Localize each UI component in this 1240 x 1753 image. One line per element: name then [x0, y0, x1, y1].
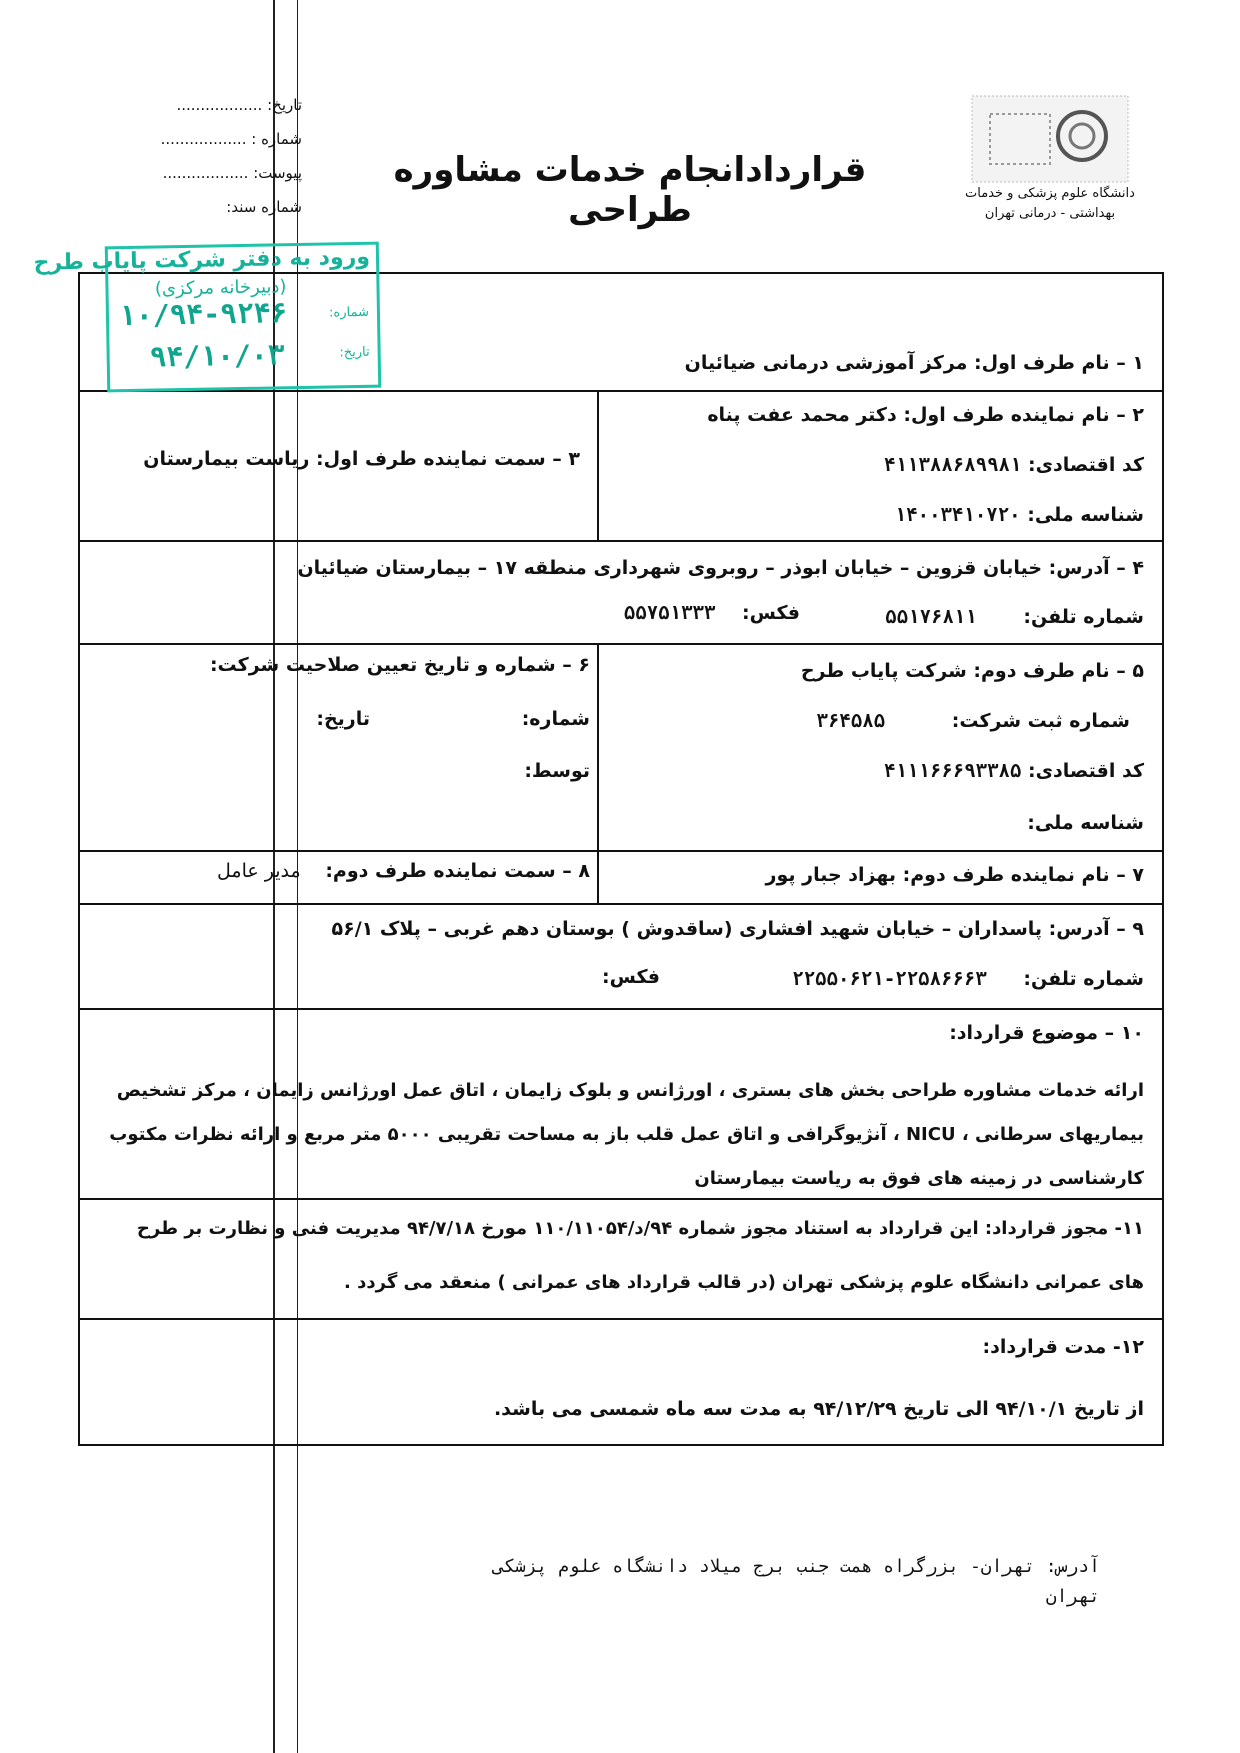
section-12-duration: از تاریخ ۹۴/۱۰/۱ الی تاریخ ۹۴/۱۲/۲۹ به مدت سه ماه شمسی می باشد.: [493, 1398, 1144, 1420]
section-4-fax-label: فکس:: [742, 602, 800, 624]
section-3-representative-title: ۳ – سمت نماینده طرف اول: ریاست بیمارستان: [143, 448, 580, 470]
section-2-economic-code: [884, 454, 1144, 476]
attachment-line: [163, 164, 302, 182]
received-stamp: [33, 242, 382, 393]
row-divider-7: [78, 1198, 1162, 1200]
section-4-address: ۴ – آدرس: خیابان قزوین – خیابان ابوذر – روبروی شهرداری منطقه ۱۷ – بیمارستان ضیائیان: [297, 557, 1144, 579]
section-8-label: ۸ – سمت نماینده طرف دوم:: [325, 860, 590, 882]
section-5-economic-code-label: کد اقتصادی:: [1028, 760, 1144, 782]
col-divider-a: [597, 390, 599, 540]
stamp-handwritten-date: ۹۴/۱۰/۰۳: [149, 338, 285, 374]
number-label: شماره :: [251, 130, 302, 148]
date-dots: ..................: [176, 96, 263, 114]
university-line-2: بهداشتی - درمانی تهران: [984, 206, 1116, 221]
section-5-second-party: ۵ – نام طرف دوم: شرکت پایاب طرح: [800, 660, 1144, 682]
university-line-1: دانشگاه علوم پزشکی و خدمات: [965, 186, 1135, 201]
stamp-number-label: شماره:: [328, 304, 370, 321]
section-4-fax-value: ۵۵۷۵۱۳۳۳: [623, 602, 716, 624]
section-9-fax: [602, 966, 660, 988]
page-title: قراردادانجام خدمات مشاوره طراحی: [393, 150, 867, 230]
date-label: تاریخ:: [267, 96, 302, 114]
document-number-label: شماره سند:: [226, 198, 302, 216]
section-5-registration: [817, 710, 1130, 732]
university-logo: [970, 94, 1130, 184]
document-number-line: [226, 198, 302, 216]
section-4-fax: [624, 602, 800, 624]
section-11-line-2: های عمرانی دانشگاه علوم پزشکی تهران (در قالب قرارداد های عمرانی ) منعقد می گردد .: [344, 1272, 1144, 1293]
section-2-national-id-label: شناسه ملی:: [1027, 504, 1144, 526]
section-10-title: ۱۰ – موضوع قرارداد:: [949, 1022, 1144, 1044]
row-divider-4: [78, 850, 1162, 852]
section-5-economic-code-value: ۴۱۱۱۶۶۶۹۳۳۸۵: [884, 760, 1022, 782]
section-9-address: ۹ – آدرس: پاسداران – خیابان شهید افشاری (ساقدوش ) بوستان دهم غربی – پلاک ۵۶/۱: [331, 918, 1144, 940]
stamp-line-1: ورود به دفتر شرکت پایاب طرح: [33, 244, 371, 276]
footer-address-line-2: تهران: [1045, 1586, 1100, 1607]
row-divider-5: [78, 903, 1162, 905]
number-line: [161, 130, 302, 148]
section-2-representative: ۲ – نام نماینده طرف اول: دکتر محمد عفت پناه: [707, 404, 1144, 426]
section-2-national-id: [895, 504, 1144, 526]
number-dots: ..................: [160, 130, 247, 148]
section-6-qualification: ۶ – شماره و تاریخ تعیین صلاحیت شرکت:: [209, 654, 590, 676]
footer-address-line-1: آدرس: تهران- بزرگراه همت جنب برج میلاد دانشگاه علوم پزشکی: [493, 1556, 1100, 1577]
col-divider-b: [597, 643, 599, 903]
section-1-first-party: ۱ – نام طرف اول: مرکز آموزشی درمانی ضیائیان: [684, 352, 1144, 374]
section-6-by-label: توسط:: [524, 760, 590, 782]
row-divider-1: [78, 390, 1162, 392]
section-2-economic-code-label: کد اقتصادی:: [1028, 454, 1144, 476]
section-5-national-id: [1027, 812, 1144, 834]
row-divider-8: [78, 1318, 1162, 1320]
section-12-title: ۱۲- مدت قرارداد:: [982, 1336, 1144, 1358]
attachment-label: پیوست:: [253, 164, 302, 182]
section-9-phone: [792, 968, 1144, 990]
university-name: [950, 184, 1150, 224]
section-10-line-1: ارائه خدمات مشاوره طراحی بخش های بستری ، اورژانس و بلوک زایمان ، اتاق عمل اورژانس زایمان ، مرکز تشخیص: [116, 1080, 1144, 1101]
section-10-line-2: بیماریهای سرطانی ، NICU ، آنژیوگرافی و اتاق عمل قلب باز به مساحت تقریبی ۵۰۰۰ متر مربع و ارائه نظرات مکتوب: [109, 1124, 1144, 1145]
row-divider-2: [78, 540, 1162, 542]
section-2-economic-code-value: ۴۱۱۳۸۸۶۸۹۹۸۱: [884, 454, 1022, 476]
section-6-date-label: تاریخ:: [316, 708, 370, 730]
date-line: [176, 96, 302, 114]
stamp-line-2: (دبیرخانه مرکزی): [154, 276, 287, 300]
section-5-economic-code: [884, 760, 1144, 782]
attachment-dots: ..................: [162, 164, 249, 182]
stamp-date-label: تاریخ:: [339, 344, 370, 361]
section-5-registration-label: شماره ثبت شرکت:: [951, 710, 1130, 732]
section-11-line-1: ۱۱- مجوز قرارداد: این قرارداد به استناد مجوز شماره ۹۴/د/۱۱۰/۱۱۰۵۴ مورخ ۹۴/۷/۱۸ مدیریت فنی و نظارت بر طرح: [136, 1218, 1144, 1239]
section-9-fax-label: فکس:: [602, 966, 660, 988]
row-divider-3: [78, 643, 1162, 645]
section-2-national-id-value: ۱۴۰۰۳۴۱۰۷۲۰: [894, 504, 1021, 526]
section-9-phone-label: شماره تلفن:: [1023, 968, 1144, 990]
section-10-line-3: کارشناسی در زمینه های فوق به ریاست بیمارستان: [694, 1168, 1144, 1189]
section-5-registration-value: ۳۶۴۵۸۵: [816, 710, 886, 732]
stamp-handwritten-number: ۱۰/۹۴-۹۲۴۶: [118, 296, 288, 333]
section-9-phone-value: ۲۲۵۸۶۶۶۳-۲۲۵۵۰۶۲۱: [792, 968, 987, 990]
section-8-value: مدیر عامل: [217, 860, 301, 882]
section-4-phone: [885, 606, 1144, 628]
section-6-number-label: شماره:: [521, 708, 590, 730]
section-4-phone-label: شماره تلفن:: [1023, 606, 1144, 628]
row-divider-6: [78, 1008, 1162, 1010]
section-5-national-id-label: شناسه ملی:: [1027, 812, 1144, 834]
section-8-representative-title: [217, 860, 590, 882]
section-7-second-representative: ۷ – نام نماینده طرف دوم: بهزاد جبار پور: [765, 864, 1144, 886]
section-4-phone-value: ۵۵۱۷۶۸۱۱: [885, 606, 977, 628]
